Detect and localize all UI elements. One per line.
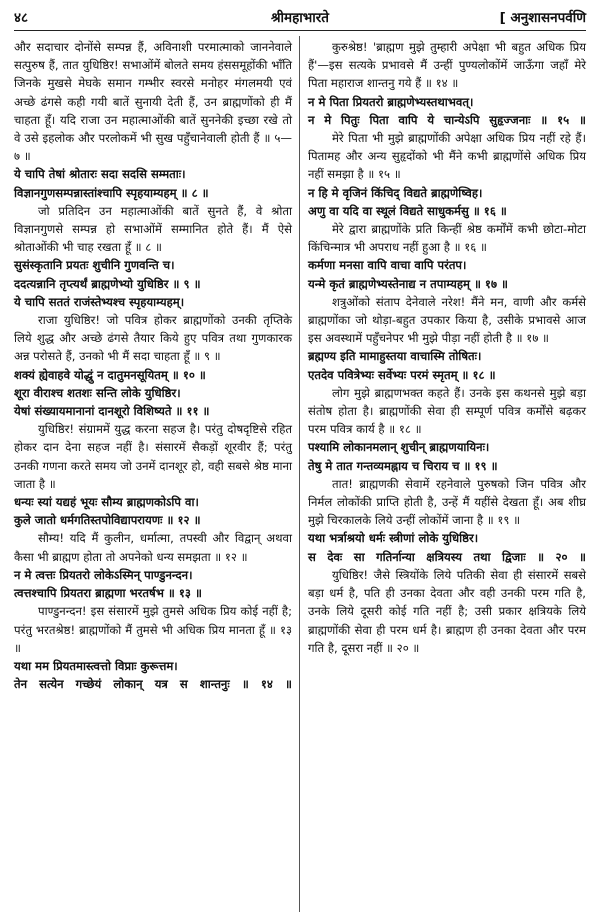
verse-line: पश्यामि लोकानमलान् शुचीन् ब्राह्मणयायिनः। <box>308 440 490 455</box>
verse-line: न हि मे वृजिनं किंचिद् विद्यते ब्राह्मणेष्विह। <box>308 185 483 200</box>
verse-line: ब्रह्मण्य इति मामाहुस्तया वाचास्मि तोषितः। <box>308 349 482 364</box>
verse-line: येषां संख्यायमानानां दानशूरो विशिष्यते ॥ ११ ॥ <box>14 404 210 419</box>
translation-paragraph: राजा युधिष्ठिर! जो पवित्र होकर ब्राह्मणोंको उनकी तृप्तिके लिये शुद्ध और अच्छे ढंगसे तैयार किये हुए पवित्र तथा गुणकारक अन्न परोसते हैं, उनको भी मैं सदा चाहता हूँ ॥ ९ ॥ <box>14 313 292 364</box>
translation-paragraph: तात! ब्राह्मणकी सेवामें रहनेवाले पुरुषको जिन पवित्र और निर्मल लोकोंकी प्राप्ति होती है, उन्हें मैं यहींसे देखता हूँ। अब शीघ्र मुझे चिरकालके लिये उन्हीं लोकोंमें जाना है ॥ १९ ॥ <box>308 476 586 528</box>
verse-line: सुसंस्कृतानि प्रयतः शुचीनि गुणवन्ति च। <box>14 258 175 273</box>
verse-line: यथा भर्त्राश्रयो धर्मः स्त्रीणां लोके युधिष्ठिर। <box>308 531 479 546</box>
verse-line: न मे त्वत्तः प्रियतरो लोकेऽस्मिन् पाण्डुनन्दन। <box>14 567 193 582</box>
translation-paragraph: पाण्डुनन्दन! इस संसारमें मुझे तुमसे अधिक प्रिय कोई नहीं है; परंतु भरतश्रेष्ठ! ब्राह्मणोंको मैं तुमसे भी अधिक प्रिय मानता हूँ ॥ १३ ॥ <box>14 604 292 655</box>
verse-line: कर्मणा मनसा वापि वाचा वापि परंतप। <box>308 258 467 273</box>
verse-line: ये चापि तेषां श्रोतारः सदा सदसि सम्मताः। <box>14 167 186 182</box>
verse-line: न मे पितुः पिता वापि ये चान्येऽपि सुहृज्जनाः ॥ १५ ॥ <box>308 112 586 127</box>
translation-paragraph: जो प्रतिदिन उन महात्माओंकी बातें सुनते हैं, वे श्रोता विज्ञानगुणसे सम्पन्न हो सभाओंमें सम्मानित होते हैं। मैं ऐसे श्रोताओंकी भी चाह रखता हूँ ॥ ८ ॥ <box>14 203 292 255</box>
verse-line: ददत्यन्नानि तृप्त्यर्थं ब्राह्मणेभ्यो युधिष्ठिर ॥ ९ ॥ <box>14 276 201 291</box>
verse-line: धन्यः स्यां यद्यहं भूयः सौम्य ब्राह्मणकोऽपि वा। <box>14 495 199 510</box>
verse-line: शक्यं ह्येवाहवे योद्धुं न दातुमनसूयितम् ॥ १० ॥ <box>14 367 206 382</box>
translation-paragraph: लोग मुझे ब्राह्मणभक्त कहते हैं। उनके इस कथनसे मुझे बड़ा संतोष होता है। ब्राह्मणोंकी सेवा ही सम्पूर्ण पवित्र कर्मोंसे बढ़कर परम पवित्र कार्य है ॥ १८ ॥ <box>308 385 586 437</box>
verse-line: एतदेव पवित्रेभ्यः सर्वेभ्यः परमं स्मृतम् ॥ १८ ॥ <box>308 367 496 382</box>
verse-line: तेन सत्येन गच्छेयं लोकान् यत्र स शान्तनुः ॥ १४ ॥ <box>14 677 292 692</box>
translation-paragraph: मेरे द्वारा ब्राह्मणोंके प्रति किन्हीं श्रेष्ठ कर्मोंमें कभी छोटा-मोटा किंचिन्मात्र भी अपराध नहीं हुआ है ॥ १६ ॥ <box>308 222 586 255</box>
left-column <box>14 38 292 914</box>
book-title: श्रीमहाभारते <box>271 10 329 26</box>
verse-line: कुले जातो धर्मगतिस्तपोविद्यापरायणः ॥ १२ ॥ <box>14 513 201 528</box>
translation-paragraph: सौम्य! यदि मैं कुलीन, धर्मात्मा, तपस्वी और विद्वान् अथवा कैसा भी ब्राह्मण होता तो अपनेको धन्य समझता ॥ १२ ॥ <box>14 531 292 564</box>
verse-line: त्वत्तश्चापि प्रियतरा ब्राह्मणा भरतर्षभ ॥ १३ ॥ <box>14 586 202 601</box>
page-header <box>14 4 586 31</box>
verse-line: तेषु मे तात गन्तव्यमह्नाय च चिराय च ॥ १९ ॥ <box>308 458 498 473</box>
translation-paragraph: युधिष्ठिर! जैसे स्त्रियोंके लिये पतिकी सेवा ही संसारमें सबसे बड़ा धर्म है, पति ही उनका देवता और वही उनकी परम गति है, उनके लिये दूसरी कोई गति नहीं है; उसी प्रकार क्षत्रियके लिये ब्राह्मणोंकी सेवा ही परम धर्म है। ब्राह्मण ही उनका देवता और परम गति है, दूसरा नहीं ॥ २० ॥ <box>308 567 586 655</box>
page-number: ४८ <box>14 10 29 26</box>
translation-paragraph: युधिष्ठिर! संग्राममें युद्ध करना सहज है। परंतु दोषदृष्टिसे रहित होकर दान देना सहज नहीं है। संसारमें सैकड़ों शूरवीर हैं; परंतु उनकी गणना करते समय जो उनमें दानशूर हो, वही सबसे श्रेष्ठ माना जाता है ॥ <box>14 422 292 491</box>
verse-line: यथा मम प्रियतमास्त्वत्तो विप्राः कुरूत्तम। <box>14 658 178 673</box>
verse-line: विज्ञानगुणसम्पन्नास्तांश्चापि स्पृहयाम्यहम् ॥ ८ ॥ <box>14 185 209 200</box>
translation-paragraph: शत्रुओंको संताप देनेवाले नरेश! मैंने मन, वाणी और कर्मसे ब्राह्मणोंका जो थोड़ा-बहुत उपकार किया है, उसीके प्रभावसे आज इस अवस्थामें पहुँचनेपर भी मुझे पीड़ा नहीं होती है ॥ १७ ॥ <box>308 294 586 346</box>
verse-line: अणु वा यदि वा स्थूलं विद्यते साधुकर्मसु ॥ १६ ॥ <box>308 203 507 218</box>
translation-paragraph: मेरे पिता भी मुझे ब्राह्मणोंकी अपेक्षा अधिक प्रिय नहीं रहे हैं। पितामह और अन्य सुहृदोंको भी मैंने कभी ब्राह्मणोंसे अधिक प्रिय नहीं समझा है ॥ १५ ॥ <box>308 131 586 182</box>
verse-line: शूरा वीराश्च शतशः सन्ति लोके युधिष्ठिर। <box>14 385 181 400</box>
verse-line: न मे पिता प्रियतरो ब्राह्मणेभ्यस्तथाभवत्। <box>308 94 474 109</box>
verse-line: ये चापि सततं राजंस्तेभ्यश्च स्पृहयाम्यहम्। <box>14 294 185 309</box>
verse-line: स देवः सा गतिर्नान्या क्षत्रियस्य तथा द्विजाः ॥ २० ॥ <box>308 549 586 564</box>
right-column <box>308 38 586 914</box>
section-title: [ अनुशासनपर्वणि <box>499 10 586 26</box>
translation-paragraph: और सदाचार दोनोंसे सम्पन्न हैं, अविनाशी परमात्माको जाननेवाले सत्पुरुष हैं, तात युधिष्ठिर! सभाओंमें बोलते समय हंससमूहोंकी भाँति जिनके मुखसे मेघके समान गम्भीर स्वरसे मनोहर मंगलमयी एवं अच्छे ढंगसे कही गयी बातें सुनायी देती हैं, उन ब्राह्मणोंको ही मैं चाहता हूँ। यदि राजा उन महात्माओंकी बातें सुननेकी इच्छा रखे तो वे उसे इहलोक और परलोकमें भी सुख पहुँचानेवाली होती हैं ॥ ५—७ ॥ <box>14 40 292 164</box>
verse-line: यन्मे कृतं ब्राह्मणेभ्यस्तेनाद्य न तपाम्यहम् ॥ १७ ॥ <box>308 276 508 291</box>
text-columns <box>14 38 586 914</box>
translation-paragraph: कुरुश्रेष्ठ! 'ब्राह्मण मुझे तुम्हारी अपेक्षा भी बहुत अधिक प्रिय हैं'—इस सत्यके प्रभावसे मैं उन्हीं पुण्यलोकोंमें जाऊँगा जहाँ मेरे पिता महाराज शान्तनु गये हैं ॥ १४ ॥ <box>308 40 586 91</box>
